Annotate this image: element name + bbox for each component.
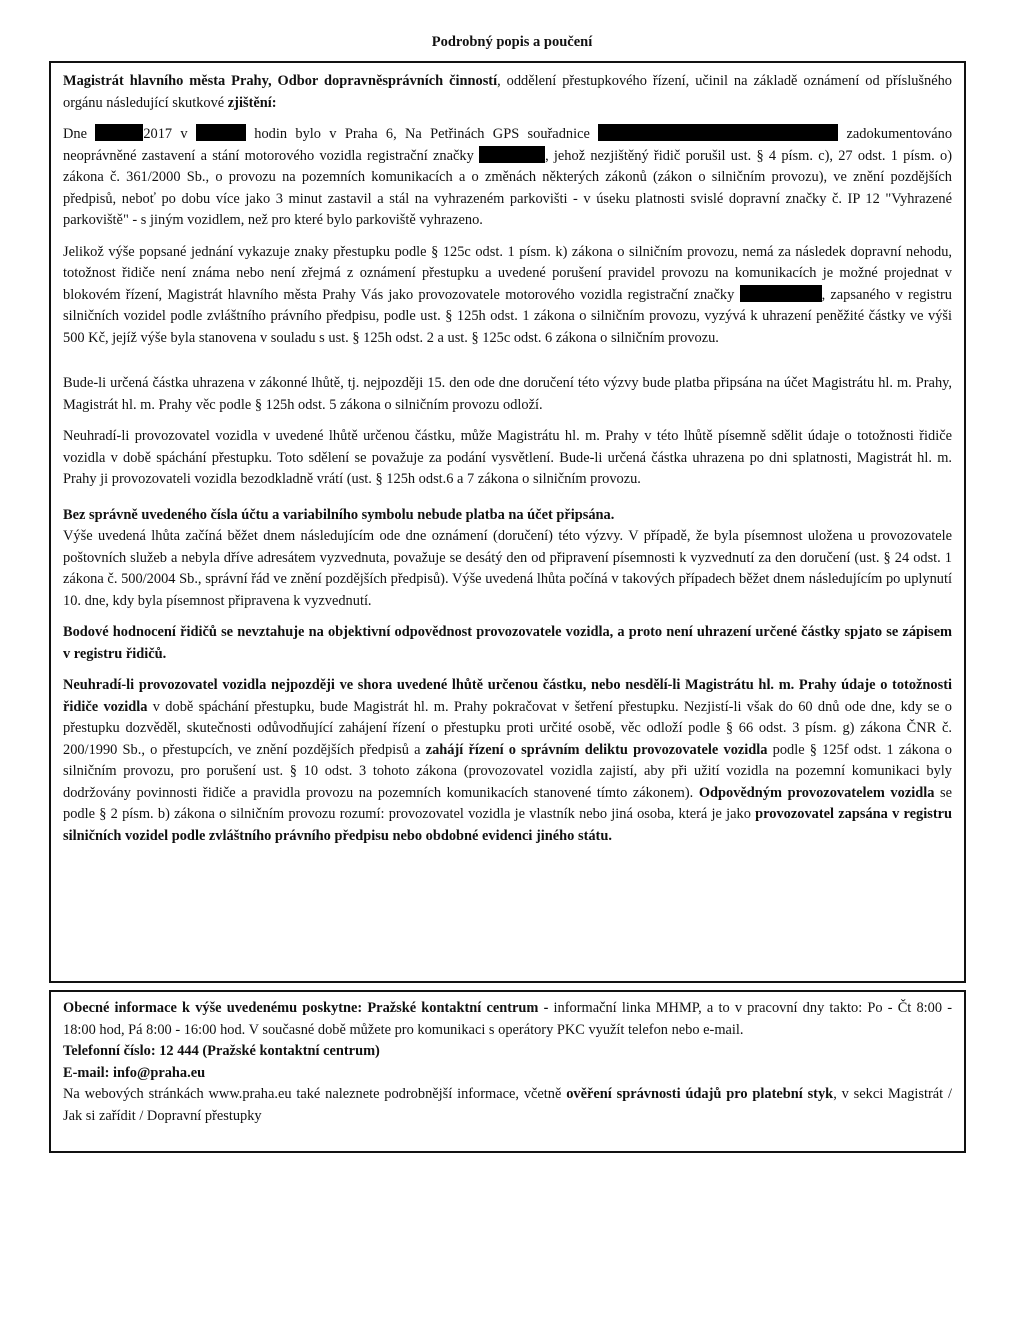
account-paragraph: Bez správně uvedeného čísla účtu a variabilního symbolu nebude platba na účet připsána. Výše uvedená lhůta začíná běžet dnem následujícím ode dne oznámení (doručení) této výzvy. V případě, že byla písemnost uložena u provozovatele poštovních služeb a nebyla dříve adresátem vyzvednuta, považuje se desátý den od připravení písemnosti k vyzvednutí za den doručení (ust. § 24 odst. 1 zákona č. 500/2004 Sb., správní řád ve znění pozdějších předpisů). Výše uvedená lhůta počíná v takových případech běžet dnem následujícím po uplynutí 10. dne, kdy byla písemnost připravena k vyzvednutí.: [63, 506, 952, 609]
authority-name: Magistrát hlavního města Prahy, Odbor dopravněsprávních činností: [63, 73, 498, 89]
contact-info-box: [49, 990, 966, 1153]
contact-phone: Telefonní číslo: 12 444 (Pražské kontaktní centrum): [63, 1043, 380, 1059]
contact-web: Na webových stránkách www.praha.eu také naleznete podrobnější informace, včetně ověření správnosti údajů pro platební styk, v sekci Magistrát / Jak si zařídit / Dopravní přestupky: [63, 1086, 953, 1124]
payment-deadline-paragraph: Bude-li určená částka uhrazena v zákonné lhůtě, tj. nejpozději 15. den ode dne doručení této výzvy bude platba připsána na účet Magistrátu hl. m. Prahy, Magistrát hl. m. Prahy věc podle § 125h odst. 5 zákona o silničním provozu odloží.: [63, 375, 952, 413]
redacted-gps: [598, 124, 838, 141]
contact-intro: Obecné informace k výše uvedenému poskytne: Pražské kontaktní centrum - informační linka MHMP, a to v pracovní dny takto: Po - Čt 8:00 - 18:00 hod, Pá 8:00 - 16:00 hod. V současné době můžete pro komunikaci s operátory PKC využít telefon nebo e-mail.: [63, 1000, 952, 1038]
points-paragraph: Bodové hodnocení řidičů se nevztahuje na objektivní odpovědnost provozovatele vozidla, a proto není uhrazení určené částky spjato se zápisem v registru řidičů.: [63, 624, 952, 662]
intro-paragraph: Magistrát hlavního města Prahy, Odbor dopravněsprávních činností, oddělení přestupkového řízení, učinil na základě oznámení od příslušného orgánu následující skutkové zjištění:: [63, 73, 952, 111]
offense-paragraph: Jelikož výše popsané jednání vykazuje znaky přestupku podle § 125c odst. 1 písm. k) zákona o silničním provozu, nemá za následek dopravní nehodu, totožnost řidiče není známa nebo není zřejmá z oznámení přestupku a uvedené porušení pravidel provozu na komunikacích je možné projednat v blokovém řízení, Magistrát hlavního města Prahy Vás jako provozovatele motorového vozidla registrační značky , zapsaného v registru silničních vozidel podle zvláštního právního předpisu, podle ust. § 125h odst. 1 zákona o silničním provozu, vyzývá k uhrazení peněžité částky ve výši 500 Kč, jejíž výše byla stanovena v souladu s ust. § 125h odst. 2 a ust. § 125c odst. 6 zákona o silničním provozu.: [63, 243, 952, 346]
driver-identity-paragraph: Neuhradí-li provozovatel vozidla v uvedené lhůtě určenou částku, může Magistrátu hl. m. Prahy v této lhůtě písemně sdělit údaje o totožnosti řidiče vozidla v době spáchání přestupku. Toto sdělení se považuje za podání vysvětlení. Bude-li určená částka uhrazena po dni splatnosti, Magistrát hl. m. Prahy ji provozovateli vozidla bezodkladně vrátí (ust. § 125h odst.6 a 7 zákona o silničním provozu.: [63, 428, 952, 487]
redacted-plate: [740, 285, 822, 302]
notice-box: [49, 61, 966, 983]
facts-paragraph: Dne 2017 v hodin bylo v Praha 6, Na Petřinách GPS souřadnice zadokumentováno neoprávněné zastavení a stání motorového vozidla registrační značky , jehož nezjištěný řidič porušil ust. § 4 písm. c), 27 odst. 1 písm. o) zákona č. 361/2000 Sb., o provozu na pozemních komunikacích a o změnách některých zákonů (zákon o silničním provozu), ve znění pozdějších předpisů, neboť po dobu více jako 3 minut zastavil a stál na vyhrazeném parkovišti - v úseku platnosti svislé dopravní značky č. IP 12 "Vyhrazené parkoviště" - s jiným vozidlem, než pro které bylo parkoviště vyhrazeno.: [63, 126, 953, 228]
page-title: Podrobný popis a poučení: [431, 34, 593, 50]
redacted-plate: [479, 146, 545, 163]
proceedings-paragraph: Neuhradí-li provozovatel vozidla nejpozději ve shora uvedené lhůtě určenou částku, nebo nesdělí-li Magistrátu hl. m. Prahy údaje o totožnosti řidiče vozidla v době spáchání přestupku, bude Magistrát hl. m. Prahy pokračovat v šetření přestupku. Nezjistí-li však do 60 dnů ode dne, kdy se o přestupku dozvěděl, skutečnosti odůvodňující zahájení řízení o přestupku proti určité osobě, věc odloží podle § 66 odst. 3 písm. g) zákona ČNR č. 200/1990 Sb., o přestupcích, ve znění pozdějších předpisů a zahájí řízení o správním deliktu provozovatele vozidla podle § 125f odst. 1 zákona o silničním provozu, pro porušení ust. § 10 odst. 3 tohoto zákona (provozovatel vozidla zajistí, aby při užití vozidla na pozemní komunikaci byly dodržovány povinnosti řidiče a pravidla provozu na pozemních komunikacích stanovené tímto zákonem). Odpovědným provozovatelem vozidla se podle § 2 písm. b) zákona o silničním provozu rozumí: provozovatel vozidla je vlastník nebo jiná osoba, která je jako provozovatel zapsána v registru silničních vozidel podle zvláštního právního předpisu nebo obdobné evidenci jiného státu.: [63, 677, 953, 844]
redacted-date: [95, 124, 143, 141]
redacted-time: [196, 124, 246, 141]
contact-email: E-mail: info@praha.eu: [63, 1064, 206, 1081]
account-warning: Bez správně uvedeného čísla účtu a variabilního symbolu nebude platba na účet připsána.: [63, 506, 615, 523]
